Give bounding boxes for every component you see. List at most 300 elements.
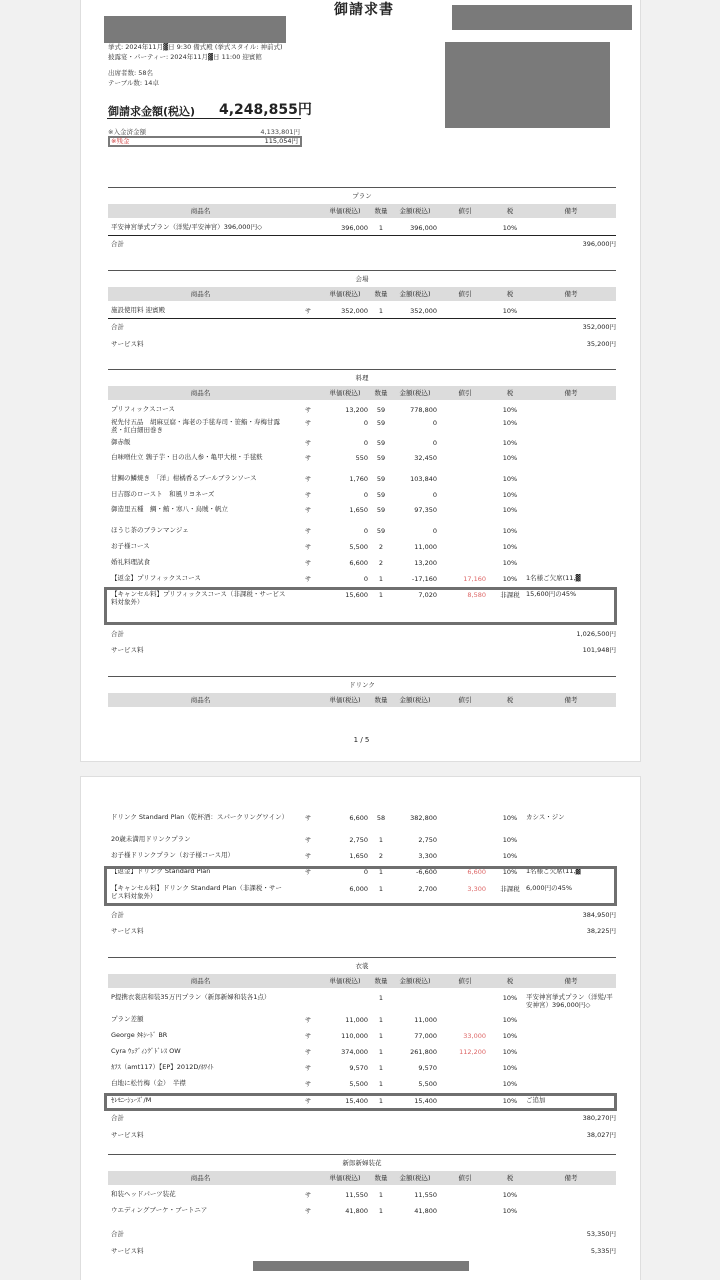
amount: 11,000 — [414, 1016, 437, 1024]
highlight-box — [104, 1093, 617, 1111]
doc-title: 御請求書 — [334, 2, 394, 18]
note: 1名様ご欠席(11,▓ — [526, 574, 581, 582]
item-name: 婚礼料理試食 — [111, 558, 150, 566]
header-note: 備考 — [564, 1174, 578, 1182]
unit-price: 6,600 — [349, 559, 368, 567]
quantity: 1 — [378, 575, 384, 583]
unit-price: 9,570 — [349, 1064, 368, 1072]
subtotal-value: 396,000円 — [582, 240, 616, 248]
table-header — [108, 386, 616, 400]
subtotal-label: 合計 — [111, 1114, 124, 1122]
invoice-page-1 — [80, 0, 641, 762]
redacted-block — [253, 1261, 469, 1271]
quantity: 59 — [376, 506, 386, 514]
quantity: 1 — [378, 307, 384, 315]
item-name: 祝先付五品 胡麻豆腐・海老の手毬寿司・笹鮨・寿梅甘露煮・紅白細田巻き — [111, 418, 280, 434]
section-title-drink: ドリンク — [108, 676, 616, 690]
discount: 17,160 — [463, 575, 486, 583]
total-label: 御請求金額(税込) — [108, 105, 196, 118]
discount: 33,000 — [463, 1032, 486, 1040]
unit-price: 5,500 — [349, 1080, 368, 1088]
note: ご追加 — [526, 1096, 546, 1104]
amount: 0 — [432, 527, 437, 535]
unit-price: 41,800 — [345, 1207, 368, 1215]
item-name: 施設使用料 迎賓殿 — [111, 306, 166, 314]
subtotal-value: 384,950円 — [582, 911, 616, 919]
header-qty: 数量 — [374, 696, 388, 704]
header-unit: 単価(税込) — [329, 389, 361, 397]
note: 15,600円の45% — [526, 590, 577, 598]
subtotal-row — [108, 237, 616, 251]
item-name: プリフィックスコース — [111, 405, 175, 413]
quantity: 59 — [376, 454, 386, 462]
header-note: 備考 — [564, 977, 578, 985]
service-flag: サ — [304, 1032, 312, 1040]
tax-rate: 10% — [502, 575, 518, 583]
table-row — [108, 849, 616, 863]
tax-rate: 非課税 — [500, 591, 520, 599]
amount: -6,600 — [416, 868, 437, 876]
header-tax: 税 — [506, 207, 514, 215]
note: 平安神宮挙式プラン（洋髪/平安神宮）396,000円◇ — [526, 993, 613, 1009]
item-name: 和装ヘッドパーツ装花 — [111, 1190, 176, 1198]
header-name: 商品名 — [190, 977, 211, 985]
paid-row — [108, 127, 302, 136]
tax-rate: 10% — [502, 454, 518, 462]
service-flag: サ — [304, 454, 312, 462]
quantity: 1 — [378, 224, 384, 232]
quantity: 2 — [378, 559, 384, 567]
amount: 0 — [432, 419, 437, 427]
quantity: 58 — [376, 814, 386, 822]
tax-rate: 10% — [502, 1191, 518, 1199]
quantity: 59 — [376, 491, 386, 499]
service-flag: サ — [304, 527, 312, 535]
header-unit: 単価(税込) — [329, 290, 361, 298]
unit-price: 0 — [363, 491, 368, 499]
table-header — [108, 693, 616, 707]
header-discount: 値引 — [458, 290, 472, 298]
invoice-page-2 — [80, 776, 641, 1280]
service-flag: サ — [304, 1207, 312, 1215]
header-name: 商品名 — [190, 290, 211, 298]
quantity: 2 — [378, 543, 384, 551]
subtotal-label: 合計 — [111, 630, 124, 638]
amount: 778,800 — [410, 406, 437, 414]
unit-price: 0 — [363, 575, 368, 583]
redacted-block — [104, 16, 286, 43]
amount: 41,800 — [414, 1207, 437, 1215]
amount: 97,350 — [414, 506, 437, 514]
unit-price: 11,000 — [345, 1016, 368, 1024]
service-label: サービス料 — [111, 927, 144, 935]
item-name: George ﾀｷｼｰﾄﾞ BR — [111, 1031, 168, 1039]
header-amount: 金額(税込) — [399, 977, 431, 985]
unit-price: 1,760 — [349, 475, 368, 483]
unit-price: 352,000 — [341, 307, 368, 315]
header-tax: 税 — [506, 977, 514, 985]
service-label: サービス料 — [111, 646, 144, 654]
item-name: お子様ドリンクプラン（お子様コース用） — [111, 851, 235, 859]
quantity: 1 — [378, 591, 384, 599]
quantity: 2 — [378, 852, 384, 860]
amount: 0 — [432, 439, 437, 447]
highlight-box — [104, 587, 617, 625]
tax-rate: 10% — [502, 1207, 518, 1215]
service-flag: サ — [304, 475, 312, 483]
table-header — [108, 204, 616, 218]
unit-price: 2,750 — [349, 836, 368, 844]
service-flag: サ — [304, 852, 312, 860]
subtotal-row — [108, 1227, 616, 1241]
item-name: 御赤飯 — [111, 438, 131, 446]
tax-rate: 10% — [502, 475, 518, 483]
section-title-venue: 会場 — [108, 270, 616, 284]
header-note: 備考 — [564, 389, 578, 397]
party-info: 披露宴・パーティー: 2024年11月▓日 11:00 迎賓館 — [108, 53, 262, 61]
subtotal-value: 380,270円 — [582, 1114, 616, 1122]
item-name: 【返金】プリフィックスコース — [111, 574, 201, 582]
amount: 13,200 — [414, 559, 437, 567]
table-row — [108, 524, 616, 538]
quantity: 59 — [376, 475, 386, 483]
service-row — [108, 337, 616, 351]
service-flag: サ — [304, 1064, 312, 1072]
highlight-box — [104, 866, 617, 906]
unit-price: 6,600 — [349, 814, 368, 822]
item-name: お子様コース — [111, 542, 150, 550]
header-discount: 値引 — [458, 696, 472, 704]
header-qty: 数量 — [374, 977, 388, 985]
service-flag: サ — [304, 1016, 312, 1024]
item-name: 甘鯛の鱗焼き 「洋」柑橘香るブールブランソース — [111, 474, 257, 482]
item-name: 御造里五種 鯛・鮪・寒八・烏賊・帆立 — [111, 505, 228, 513]
amount: 32,450 — [414, 454, 437, 462]
unit-price: 550 — [355, 454, 368, 462]
subtotal-row — [108, 320, 616, 334]
service-flag: サ — [304, 814, 312, 822]
quantity: 1 — [378, 1191, 384, 1199]
service-value: 101,948円 — [582, 646, 616, 654]
amount: 2,750 — [418, 836, 437, 844]
tax-rate: 10% — [502, 836, 518, 844]
redacted-block — [452, 5, 632, 30]
guest-count: 出席者数: 58名 — [108, 69, 154, 77]
quantity: 1 — [378, 1080, 384, 1088]
service-label: サービス料 — [111, 340, 144, 348]
header-amount: 金額(税込) — [399, 207, 431, 215]
item-name: ドリンク Standard Plan（乾杯酒：スパークリングワイン） — [111, 813, 289, 821]
amount: 396,000 — [410, 224, 437, 232]
subtotal-label: 合計 — [111, 1230, 124, 1238]
quantity: 1 — [378, 1097, 384, 1105]
table-row — [108, 1061, 616, 1075]
paid-label: ※入金済金額 — [108, 128, 146, 136]
amount: 382,800 — [410, 814, 437, 822]
table-row — [108, 403, 616, 417]
item-name: 20歳未満用ドリンクプラン — [111, 835, 191, 843]
quantity: 1 — [378, 868, 384, 876]
table-count: テーブル数: 14卓 — [108, 79, 159, 87]
quantity: 1 — [378, 994, 384, 1002]
quantity: 59 — [376, 527, 386, 535]
amount: 7,020 — [418, 591, 437, 599]
amount: 2,700 — [418, 885, 437, 893]
unit-price: 374,000 — [341, 1048, 368, 1056]
table-row — [108, 1045, 616, 1059]
header-tax: 税 — [506, 389, 514, 397]
balance-row — [108, 136, 302, 147]
amount: 261,800 — [410, 1048, 437, 1056]
discount: 112,200 — [459, 1048, 486, 1056]
tax-rate: 10% — [502, 224, 518, 232]
header-tax: 税 — [506, 696, 514, 704]
table-row — [108, 416, 616, 436]
tax-rate: 10% — [502, 307, 518, 315]
item-name: 【返金】ドリンク Standard Plan — [111, 867, 211, 875]
header-unit: 単価(税込) — [329, 1174, 361, 1182]
tax-rate: 10% — [502, 506, 518, 514]
page-number: 1 / 5 — [353, 736, 370, 744]
subtotal-row — [108, 627, 616, 641]
amount: 5,500 — [418, 1080, 437, 1088]
header-note: 備考 — [564, 207, 578, 215]
quantity: 1 — [378, 1207, 384, 1215]
service-value: 38,225円 — [586, 927, 616, 935]
tax-rate: 10% — [502, 439, 518, 447]
service-flag: サ — [304, 1097, 312, 1105]
unit-price: 15,600 — [345, 591, 368, 599]
unit-price: 1,650 — [349, 852, 368, 860]
tax-rate: 10% — [502, 1016, 518, 1024]
amount: 15,400 — [414, 1097, 437, 1105]
tax-rate: 10% — [502, 868, 518, 876]
row-divider — [108, 235, 616, 236]
table-row — [108, 572, 616, 586]
table-row — [108, 1029, 616, 1043]
quantity: 1 — [378, 1032, 384, 1040]
service-row — [108, 643, 616, 657]
table-header — [108, 974, 616, 988]
discount: 8,580 — [467, 591, 486, 599]
tax-rate: 10% — [502, 419, 518, 427]
item-name: 【キャンセル料】ドリンク Standard Plan（非課税・サービス料対象外） — [111, 884, 282, 900]
service-flag: サ — [304, 836, 312, 844]
service-flag: サ — [304, 1048, 312, 1056]
note: カシス・ジン — [526, 813, 565, 821]
subtotal-label: 合計 — [111, 323, 124, 331]
table-row — [108, 556, 616, 570]
item-name: 【キャンセル料】プリフィックスコース（非課税・サービス料対象外） — [111, 590, 286, 606]
service-value: 38,027円 — [586, 1131, 616, 1139]
service-value: 5,335円 — [590, 1247, 616, 1255]
table-row — [108, 436, 616, 450]
redacted-block — [445, 42, 610, 128]
item-name: 平安神宮挙式プラン（洋髪/平安神宮）396,000円◇ — [111, 223, 263, 231]
header-note: 備考 — [564, 290, 578, 298]
header-qty: 数量 — [374, 290, 388, 298]
tax-rate: 10% — [502, 1064, 518, 1072]
section-title-plan: プラン — [108, 187, 616, 201]
service-flag: サ — [304, 406, 312, 414]
item-name: ほうじ茶のブランマンジェ — [111, 526, 189, 534]
service-flag: サ — [304, 419, 312, 427]
amount: -17,160 — [411, 575, 437, 583]
header-discount: 値引 — [458, 977, 472, 985]
tax-rate: 10% — [502, 559, 518, 567]
subtotal-row — [108, 908, 616, 922]
header-tax: 税 — [506, 1174, 514, 1182]
item-name: 日吉豚のロースト 和風リヨネーズ — [111, 490, 215, 498]
unit-price: 5,500 — [349, 543, 368, 551]
header-qty: 数量 — [374, 389, 388, 397]
table-row — [108, 304, 616, 318]
amount: 352,000 — [410, 307, 437, 315]
quantity: 59 — [376, 406, 386, 414]
total-underline — [107, 118, 301, 119]
header-qty: 数量 — [374, 207, 388, 215]
table-row — [108, 833, 616, 847]
ceremony-info: 挙式: 2024年11月▓日 9:30 備式殿 (挙式スタイル: 神前式) — [108, 43, 283, 51]
service-flag: サ — [304, 559, 312, 567]
table-row — [108, 540, 616, 554]
table-row — [108, 1204, 616, 1218]
header-name: 商品名 — [190, 207, 211, 215]
table-header — [108, 287, 616, 301]
section-title-cuisine: 料理 — [108, 369, 616, 383]
item-name: ｶﾌｽ（amt117）【EP】2012D/ﾎﾜｲﾄ — [111, 1063, 214, 1071]
service-label: サービス料 — [111, 1131, 144, 1139]
tax-rate: 10% — [502, 543, 518, 551]
header-name: 商品名 — [190, 696, 211, 704]
table-row — [108, 472, 616, 486]
service-flag: サ — [304, 543, 312, 551]
note: 1名様ご欠席(11,▓ — [526, 867, 581, 875]
balance-value: 115,054円 — [264, 137, 298, 145]
unit-price: 0 — [363, 419, 368, 427]
header-unit: 単価(税込) — [329, 696, 361, 704]
section-title-costume: 衣裳 — [108, 957, 616, 971]
note: 6,000円の45% — [526, 884, 573, 892]
service-row — [108, 924, 616, 938]
amount: 77,000 — [414, 1032, 437, 1040]
unit-price: 110,000 — [341, 1032, 368, 1040]
tax-rate: 10% — [502, 527, 518, 535]
unit-price: 13,200 — [345, 406, 368, 414]
item-name: Cyra ｳｪﾃﾞｨﾝｸﾞﾄﾞﾚｽ OW — [111, 1047, 181, 1055]
item-name: プラン差額 — [111, 1015, 144, 1023]
service-value: 35,200円 — [586, 340, 616, 348]
item-name: ｾﾚﾓﾆｰｼｭｰｽﾞ/M — [111, 1096, 152, 1104]
service-row — [108, 1128, 616, 1142]
subtotal-row — [108, 1111, 616, 1125]
tax-rate: 10% — [502, 1097, 518, 1105]
table-row — [108, 811, 616, 831]
quantity: 1 — [378, 836, 384, 844]
header-amount: 金額(税込) — [399, 1174, 431, 1182]
item-name: ウエディングブーケ・ブートニア — [111, 1206, 208, 1214]
service-flag: サ — [304, 506, 312, 514]
tax-rate: 10% — [502, 1032, 518, 1040]
service-row — [108, 1244, 616, 1258]
header-amount: 金額(税込) — [399, 696, 431, 704]
subtotal-value: 1,026,500円 — [576, 630, 616, 638]
amount: 9,570 — [418, 1064, 437, 1072]
table-row — [108, 221, 616, 235]
service-flag: サ — [304, 868, 312, 876]
table-row — [108, 1077, 616, 1091]
header-discount: 値引 — [458, 1174, 472, 1182]
amount: 11,550 — [414, 1191, 437, 1199]
quantity: 1 — [378, 885, 384, 893]
header-note: 備考 — [564, 696, 578, 704]
quantity: 59 — [376, 419, 386, 427]
amount: 11,000 — [414, 543, 437, 551]
section-title-flowers: 新郎新婦装花 — [108, 1154, 616, 1168]
amount: 103,840 — [410, 475, 437, 483]
discount: 6,600 — [467, 868, 486, 876]
table-header — [108, 1171, 616, 1185]
subtotal-label: 合計 — [111, 911, 124, 919]
unit-price: 15,400 — [345, 1097, 368, 1105]
unit-price: 11,550 — [345, 1191, 368, 1199]
tax-rate: 10% — [502, 1048, 518, 1056]
header-name: 商品名 — [190, 389, 211, 397]
table-row — [108, 991, 616, 1011]
table-row — [108, 488, 616, 502]
tax-rate: 非課税 — [500, 885, 520, 893]
service-flag: サ — [304, 307, 312, 315]
header-unit: 単価(税込) — [329, 207, 361, 215]
service-flag: サ — [304, 439, 312, 447]
table-row — [108, 451, 616, 471]
row-divider — [108, 318, 616, 319]
unit-price: 396,000 — [341, 224, 368, 232]
amount: 3,300 — [418, 852, 437, 860]
header-amount: 金額(税込) — [399, 290, 431, 298]
header-tax: 税 — [506, 290, 514, 298]
amount: 0 — [432, 491, 437, 499]
unit-price: 0 — [363, 527, 368, 535]
subtotal-value: 53,350円 — [586, 1230, 616, 1238]
item-name: 白地に松竹梅（金） 半襟 — [111, 1079, 186, 1087]
paid-value: 4,133,801円 — [260, 128, 300, 136]
tax-rate: 10% — [502, 814, 518, 822]
header-discount: 値引 — [458, 389, 472, 397]
table-row — [108, 1013, 616, 1027]
tax-rate: 10% — [502, 852, 518, 860]
table-row — [108, 503, 616, 523]
header-discount: 値引 — [458, 207, 472, 215]
table-row — [108, 1188, 616, 1202]
tax-rate: 10% — [502, 491, 518, 499]
total-value: 4,248,855円 — [219, 102, 312, 118]
service-flag: サ — [304, 1191, 312, 1199]
service-flag: サ — [304, 1080, 312, 1088]
quantity: 1 — [378, 1048, 384, 1056]
item-name: P提携衣裳店和装35万円プラン（新郎新婦和装各1点） — [111, 993, 271, 1001]
unit-price: 6,000 — [349, 885, 368, 893]
balance-label: ※残金 — [111, 137, 130, 145]
subtotal-value: 352,000円 — [582, 323, 616, 331]
header-unit: 単価(税込) — [329, 977, 361, 985]
unit-price: 0 — [363, 868, 368, 876]
service-flag: サ — [304, 575, 312, 583]
subtotal-label: 合計 — [111, 240, 124, 248]
header-qty: 数量 — [374, 1174, 388, 1182]
quantity: 1 — [378, 1064, 384, 1072]
tax-rate: 10% — [502, 1080, 518, 1088]
